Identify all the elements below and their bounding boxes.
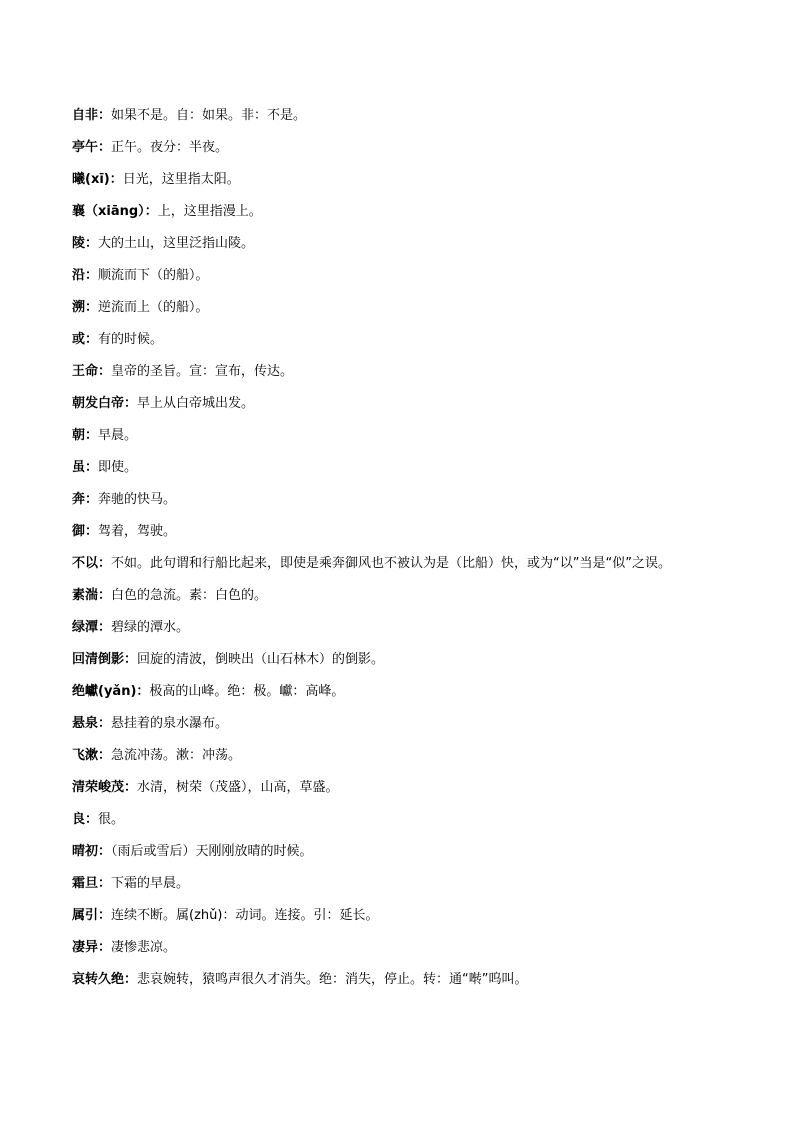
gloss-term: 襄（xiāng） [72, 204, 145, 219]
gloss-entry: 朝：早晨。 [72, 428, 138, 443]
gloss-definition: 即使。 [98, 460, 138, 475]
gloss-term: 自非 [72, 108, 99, 123]
gloss-term: 属引 [72, 908, 99, 923]
gloss-definition: 回旋的清波，倒映出（山石林木）的倒影。 [137, 652, 385, 667]
gloss-entry: 属引：连续不断。属(zhǔ)：动词。连接。引：延长。 [72, 908, 379, 923]
gloss-term: 朝 [72, 428, 86, 443]
gloss-term: 虽 [72, 460, 86, 475]
gloss-term: 凄异 [72, 940, 99, 955]
gloss-entry: 清荣峻茂：水清，树荣（茂盛），山高，草盛。 [72, 780, 339, 795]
gloss-definition: 如果不是。自：如果。非：不是。 [111, 108, 307, 123]
gloss-definition: 下霜的早晨。 [111, 876, 190, 891]
gloss-entry: 襄（xiāng）：上，这里指漫上。 [72, 204, 262, 219]
gloss-term: 沿 [72, 268, 86, 283]
gloss-term: 悬泉 [72, 716, 99, 731]
gloss-entry: 王命：皇帝的圣旨。宣：宣布，传达。 [72, 364, 294, 379]
gloss-list [72, 100, 726, 996]
gloss-definition: 不如。此句谓和行船比起来，即使是乘奔御风也不被认为是（比船）快，或为“以”当是“似”之误。 [111, 556, 671, 571]
gloss-term: 绝巘(yǎn) [72, 684, 137, 699]
gloss-entry: 良：很。 [72, 812, 125, 827]
gloss-entry: 曦(xī)：日光，这里指太阳。 [72, 172, 240, 187]
gloss-term: 不以 [72, 556, 99, 571]
gloss-entry: 亭午：正午。夜分：半夜。 [72, 140, 229, 155]
gloss-entry: 悬泉：悬挂着的泉水瀑布。 [72, 716, 229, 731]
gloss-entry: 朝发白帝：早上从白帝城出发。 [72, 396, 255, 411]
gloss-term: 良 [72, 812, 86, 827]
gloss-definition: 连续不断。属(zhǔ)：动词。连接。引：延长。 [111, 908, 379, 923]
gloss-definition: 悬挂着的泉水瀑布。 [111, 716, 229, 731]
gloss-entry: 回清倒影：回旋的清波，倒映出（山石林木）的倒影。 [72, 652, 385, 667]
gloss-entry: 绝巘(yǎn)：极高的山峰。绝：极。巘：高峰。 [72, 684, 345, 699]
gloss-entry: 哀转久绝：悲哀婉转，猿鸣声很久才消失。绝：消失，停止。转：通“啭”呜叫。 [72, 972, 528, 987]
gloss-term: 奔 [72, 492, 86, 507]
gloss-definition: 碧绿的潭水。 [111, 620, 190, 635]
gloss-definition: 很。 [98, 812, 125, 827]
gloss-term: 清荣峻茂 [72, 780, 125, 795]
gloss-definition: 顺流而下（的船）。 [98, 268, 209, 283]
gloss-entry: 晴初：（雨后或雪后）天刚刚放晴的时候。 [72, 844, 313, 859]
gloss-entry: 御：驾着，驾驶。 [72, 524, 177, 539]
gloss-entry: 素湍：白色的急流。素：白色的。 [72, 588, 268, 603]
gloss-definition: 正午。夜分：半夜。 [111, 140, 229, 155]
gloss-definition: （雨后或雪后）天刚刚放晴的时候。 [111, 844, 313, 859]
gloss-entry: 虽：即使。 [72, 460, 138, 475]
gloss-definition: 悲哀婉转，猿鸣声很久才消失。绝：消失，停止。转：通“啭”呜叫。 [137, 972, 528, 987]
gloss-term: 回清倒影 [72, 652, 125, 667]
gloss-definition: 驾着，驾驶。 [98, 524, 177, 539]
gloss-entry: 霜旦：下霜的早晨。 [72, 876, 190, 891]
gloss-term: 王命 [72, 364, 99, 379]
gloss-definition: 白色的急流。素：白色的。 [111, 588, 268, 603]
gloss-entry: 陵：大的土山，这里泛指山陵。 [72, 236, 255, 251]
gloss-definition: 奔驰的快马。 [98, 492, 177, 507]
gloss-entry: 或：有的时候。 [72, 332, 164, 347]
gloss-definition: 凄惨悲凉。 [111, 940, 177, 955]
gloss-term: 晴初 [72, 844, 99, 859]
gloss-entry: 溯：逆流而上（的船）。 [72, 300, 209, 315]
gloss-term: 陵 [72, 236, 86, 251]
gloss-entry: 自非：如果不是。自：如果。非：不是。 [72, 108, 307, 123]
gloss-term: 飞漱 [72, 748, 99, 763]
gloss-entry: 不以：不如。此句谓和行船比起来，即使是乘奔御风也不被认为是（比船）快，或为“以”当是“似”之误。 [72, 556, 671, 571]
gloss-definition: 有的时候。 [98, 332, 164, 347]
gloss-definition: 早上从白帝城出发。 [137, 396, 255, 411]
gloss-term: 亭午 [72, 140, 99, 155]
gloss-entry: 奔：奔驰的快马。 [72, 492, 177, 507]
gloss-term: 哀转久绝 [72, 972, 125, 987]
gloss-entry: 飞漱：急流冲荡。漱：冲荡。 [72, 748, 242, 763]
gloss-entry: 沿：顺流而下（的船）。 [72, 268, 209, 283]
gloss-definition: 上，这里指漫上。 [157, 204, 262, 219]
gloss-definition: 极高的山峰。绝：极。巘：高峰。 [149, 684, 345, 699]
gloss-entry: 凄异：凄惨悲凉。 [72, 940, 177, 955]
gloss-definition: 逆流而上（的船）。 [98, 300, 209, 315]
gloss-definition: 日光，这里指太阳。 [122, 172, 240, 187]
gloss-term: 素湍 [72, 588, 99, 603]
gloss-entry: 绿潭：碧绿的潭水。 [72, 620, 190, 635]
gloss-term: 霜旦 [72, 876, 99, 891]
gloss-term: 溯 [72, 300, 86, 315]
gloss-term: 曦(xī) [72, 172, 110, 187]
gloss-definition: 早晨。 [98, 428, 138, 443]
gloss-term: 绿潭 [72, 620, 99, 635]
gloss-term: 朝发白帝 [72, 396, 125, 411]
gloss-term: 或 [72, 332, 86, 347]
gloss-definition: 水清，树荣（茂盛），山高，草盛。 [137, 780, 339, 795]
gloss-definition: 大的土山，这里泛指山陵。 [98, 236, 255, 251]
gloss-term: 御 [72, 524, 86, 539]
gloss-definition: 急流冲荡。漱：冲荡。 [111, 748, 242, 763]
gloss-definition: 皇帝的圣旨。宣：宣布，传达。 [111, 364, 294, 379]
